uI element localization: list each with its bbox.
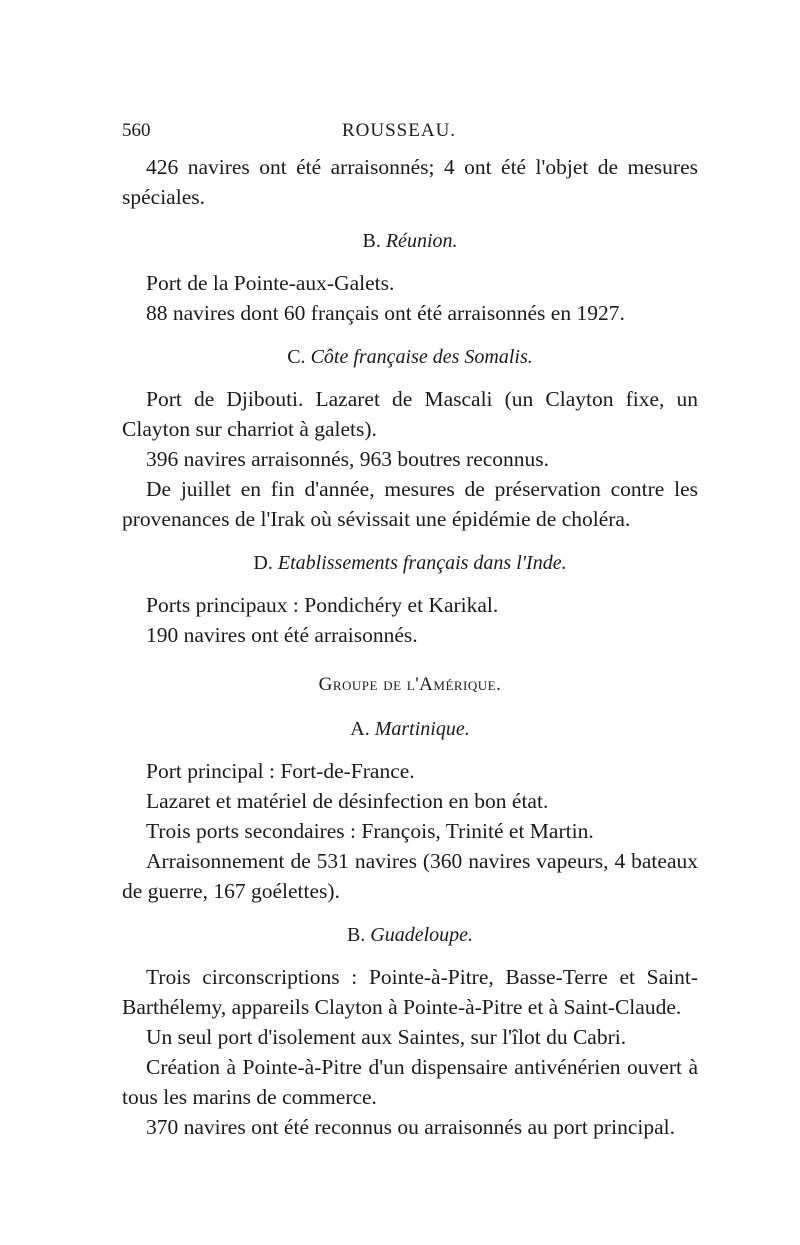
- paragraph: Port de la Pointe-aux-Galets.: [146, 271, 395, 295]
- paragraph: 370 navires ont été reconnus ou arraisonnés au port principal.: [146, 1115, 675, 1139]
- section-letter: C.: [287, 346, 306, 368]
- section-title: Etablissements français dans l'Inde.: [277, 552, 567, 574]
- paragraph: Un seul port d'isolement aux Saintes, sur l'îlot du Cabri.: [146, 1025, 627, 1049]
- section-heading: [122, 920, 698, 950]
- paragraph: Trois ports secondaires : François, Trinité et Martin.: [146, 819, 594, 843]
- section-letter: B.: [362, 230, 381, 252]
- body-text: [122, 152, 698, 1142]
- section-heading: [122, 714, 698, 744]
- paragraph: Port de Djibouti. Lazaret de Mascali (un Clayton fixe, un Clayton sur charriot à galets).: [122, 387, 698, 441]
- paragraph: Arraisonnement de 531 navires (360 navires vapeurs, 4 bateaux de guerre, 167 goélettes).: [122, 849, 698, 903]
- paragraph: Port principal : Fort-de-France.: [146, 759, 415, 783]
- paragraph: 426 navires ont été arraisonnés; 4 ont été l'objet de mesures spéciales.: [122, 155, 698, 209]
- paragraph: De juillet en fin d'année, mesures de préservation contre les provenances de l'Irak où sévissait une épidémie de choléra.: [122, 477, 698, 531]
- section-letter: B.: [346, 924, 366, 946]
- section-heading: [122, 226, 698, 256]
- section-heading: [122, 548, 698, 578]
- paragraph: 396 navires arraisonnés, 963 boutres reconnus.: [146, 447, 550, 471]
- paragraph: 190 navires ont été arraisonnés.: [146, 623, 418, 647]
- paragraph: Trois circonscriptions : Pointe-à-Pitre, Basse-Terre et Saint-Barthélemy, appareils Clayton à Pointe-à-Pitre et à Saint-Claude.: [122, 965, 698, 1019]
- running-title: ROUSSEAU.: [342, 120, 457, 141]
- paragraph: 88 navires dont 60 français ont été arraisonnés en 1927.: [146, 301, 625, 325]
- running-header: [122, 120, 682, 146]
- section-heading: [122, 342, 698, 372]
- section-title: Réunion.: [385, 230, 458, 252]
- group-heading: Groupe de l'Amérique.: [318, 674, 502, 695]
- paragraph: Ports principaux : Pondichéry et Karikal.: [146, 593, 499, 617]
- paragraph: Création à Pointe-à-Pitre d'un dispensaire antivénérien ouvert à tous les marins de commerce.: [122, 1055, 698, 1109]
- section-title: Côte française des Somalis.: [310, 346, 533, 368]
- paragraph: Lazaret et matériel de désinfection en bon état.: [146, 789, 549, 813]
- section-letter: D.: [253, 552, 273, 574]
- page-number: 560: [122, 120, 151, 141]
- section-letter: A.: [350, 718, 370, 740]
- section-title: Martinique.: [374, 718, 470, 740]
- section-title: Guadeloupe.: [370, 924, 474, 946]
